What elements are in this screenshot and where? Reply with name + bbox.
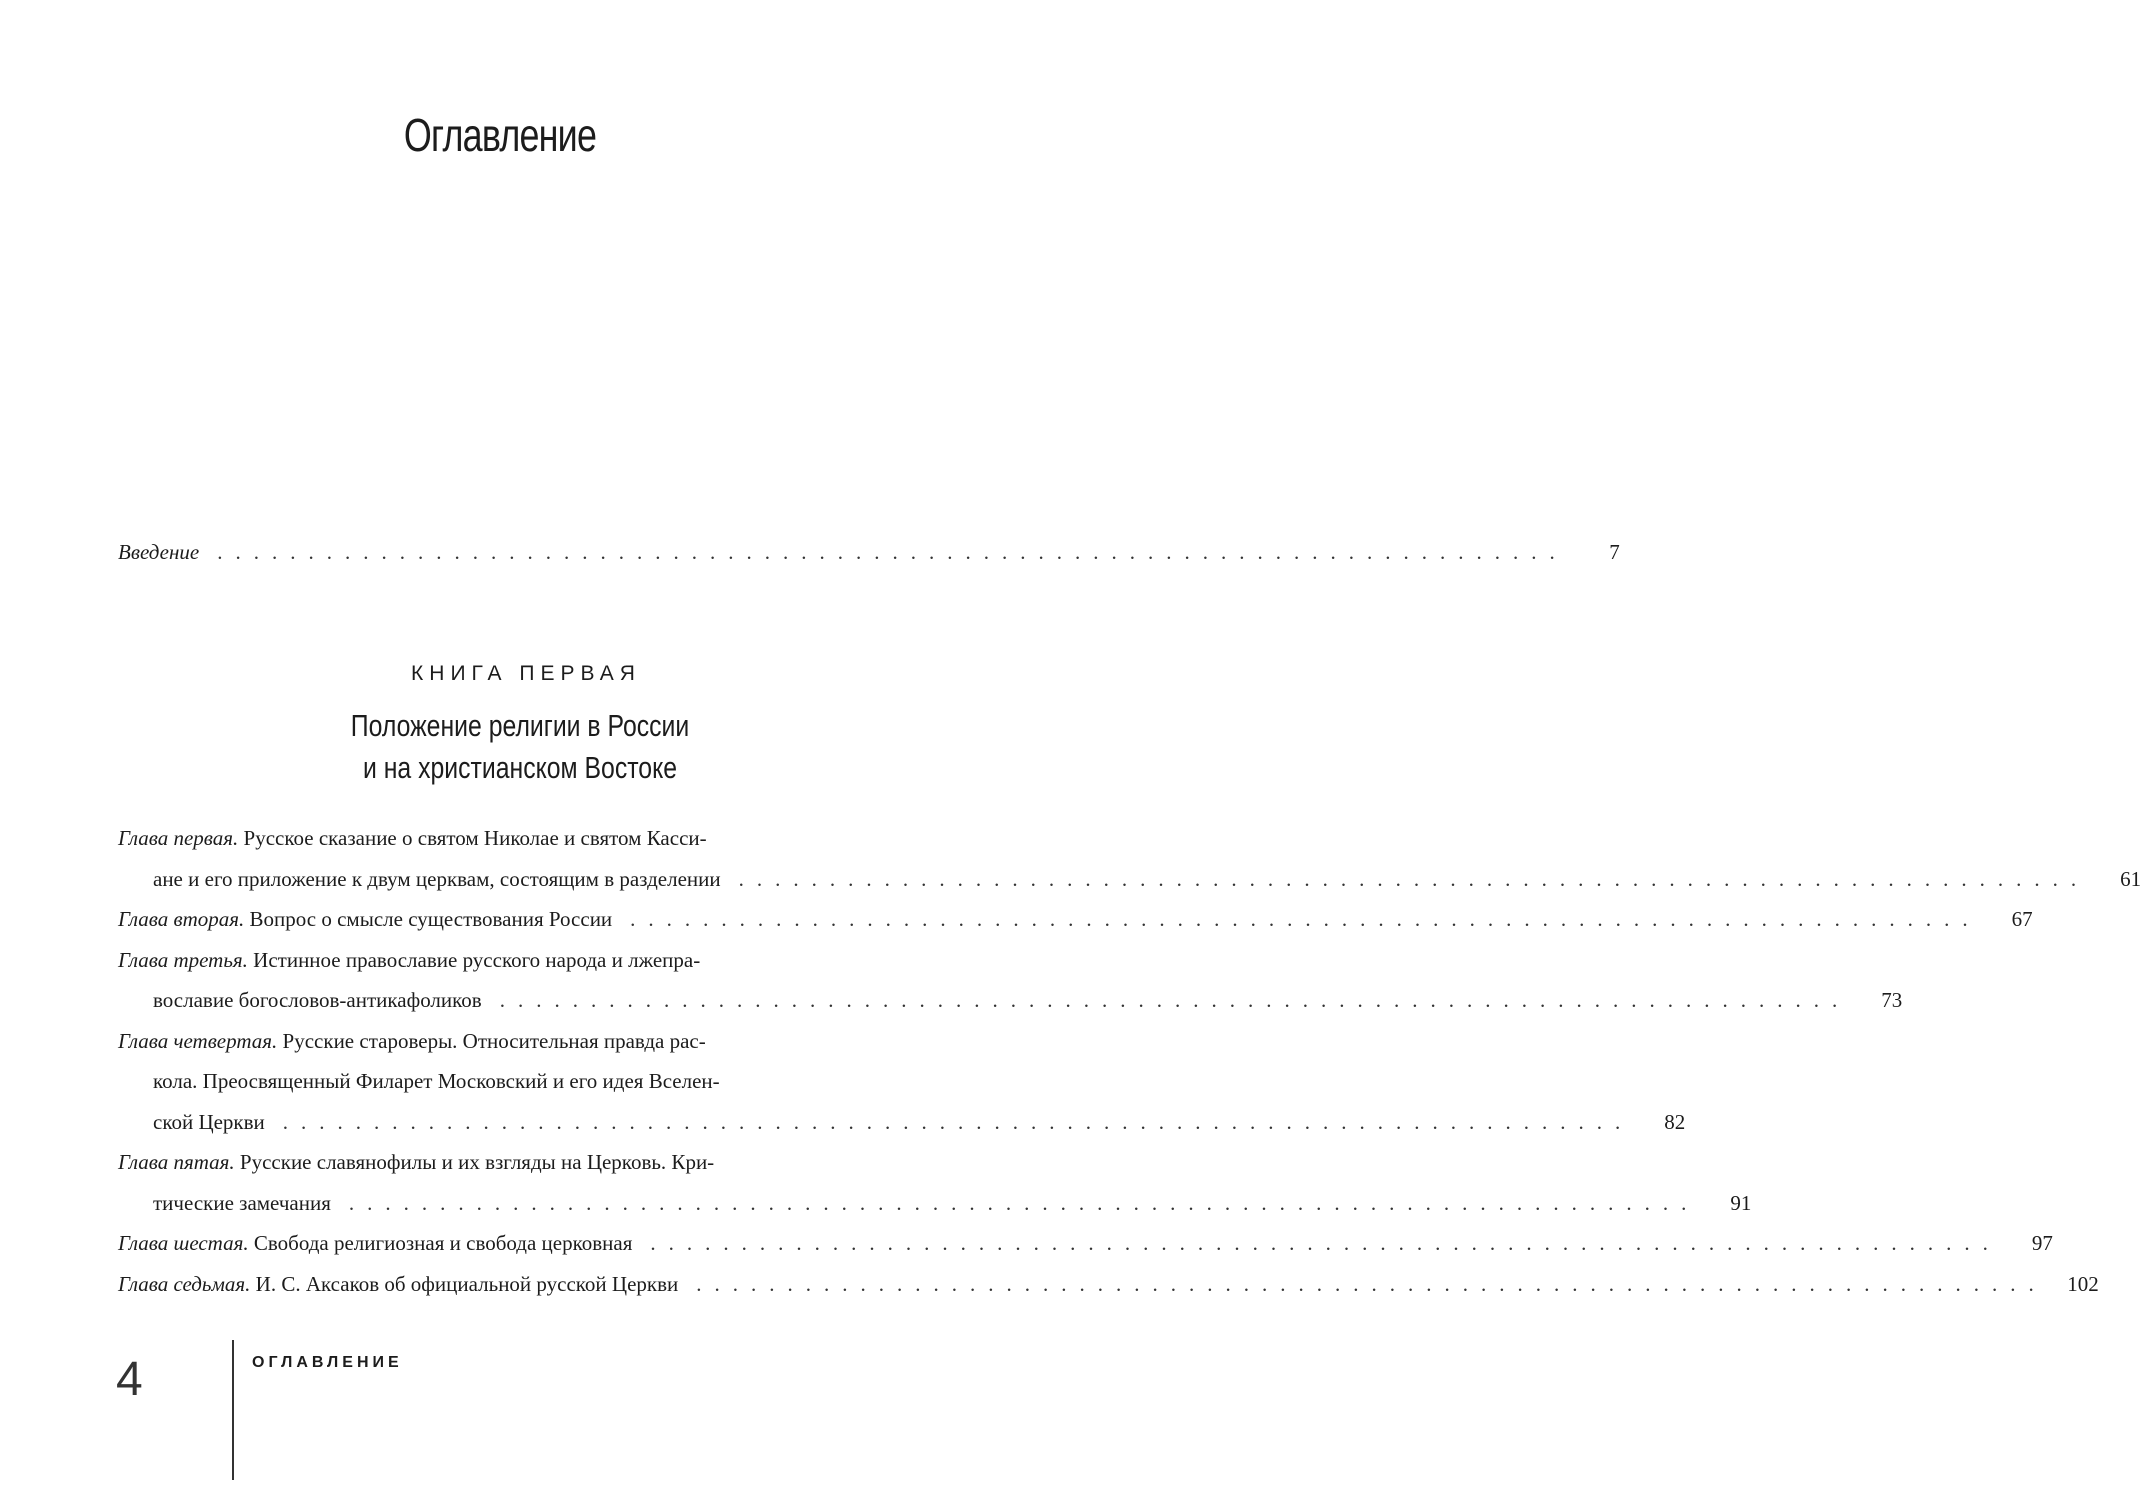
chapter-page-number: 82 xyxy=(1664,1109,1686,1134)
chapter-title-text: Вопрос о смысле существования России xyxy=(244,907,613,931)
dot-leader: .......................................................................... xyxy=(499,988,1851,1012)
toc-entry[interactable] xyxy=(118,818,2141,899)
dot-leader: .......................................................................... xyxy=(282,1109,1634,1134)
book-title-line-2: и на христианском Востоке xyxy=(362,750,678,785)
toc-entry[interactable] xyxy=(118,1223,2053,1264)
toc-entry-text xyxy=(118,940,700,981)
chapter-label: Глава седьмая. xyxy=(118,1271,251,1296)
chapter-page-number: 102 xyxy=(2067,1271,2099,1296)
chapter-title-text: И. С. Аксаков об официальной русской Церкви xyxy=(250,1271,679,1296)
book-label: КНИГА ПЕРВАЯ xyxy=(411,662,641,685)
toc-entry-line xyxy=(118,1223,2053,1264)
table-of-contents xyxy=(118,818,2141,1304)
toc-entry[interactable] xyxy=(118,1264,2099,1305)
chapter-title-text: Истинное православие русского народа и лжепра- xyxy=(247,947,701,972)
chapter-page-number: 97 xyxy=(2031,1231,2053,1255)
toc-entry-text xyxy=(118,818,707,859)
chapter-title-text: Русские славянофилы и их взгляды на Церковь. Кри- xyxy=(234,1150,715,1174)
chapter-title-text: кола. Преосвященный Филарет Московский и его идея Вселен- xyxy=(153,1069,720,1093)
chapter-title-text: тические замечания xyxy=(153,1190,331,1215)
dot-leader: .......................................................................... xyxy=(696,1271,2047,1296)
toc-entry-text xyxy=(153,1061,720,1102)
footer-divider xyxy=(232,1340,234,1480)
toc-entry-intro[interactable] xyxy=(118,540,1620,565)
toc-entry-line xyxy=(118,818,930,859)
running-head: ОГЛАВЛЕНИЕ xyxy=(252,1354,403,1371)
dot-leader: .......................................................................... xyxy=(650,1231,2001,1255)
chapter-title-text: вославие богословов-антикафоликов xyxy=(153,988,482,1012)
book-title-line-1: Положение религии в России xyxy=(350,708,690,743)
toc-entry-line xyxy=(118,1183,1752,1224)
toc-entry-line xyxy=(118,1264,2099,1305)
chapter-label: Глава первая. xyxy=(118,826,239,850)
book-title xyxy=(0,705,1040,789)
toc-entry-line xyxy=(118,899,2033,940)
toc-entry-text xyxy=(118,1223,632,1264)
chapter-label: Глава пятая. xyxy=(118,1150,235,1174)
toc-entry-text xyxy=(118,899,612,940)
toc-entry[interactable] xyxy=(118,940,1903,1021)
toc-entry-text xyxy=(118,1021,706,1062)
chapter-label: Глава третья. xyxy=(118,947,248,972)
chapter-title-text: ской Церкви xyxy=(153,1109,265,1134)
toc-entry[interactable] xyxy=(118,1142,1752,1223)
intro-label: Введение xyxy=(118,540,200,564)
toc-entry-text xyxy=(153,980,482,1021)
chapter-title-text: Русские староверы. Относительная правда рас- xyxy=(277,1028,706,1053)
toc-entry-text xyxy=(153,1102,265,1143)
chapter-page-number: 73 xyxy=(1881,988,1903,1012)
chapter-label: Глава четвертая. xyxy=(118,1028,278,1053)
chapter-page-number: 91 xyxy=(1730,1190,1752,1215)
toc-entry-line xyxy=(118,1102,1686,1143)
intro-page-number: 7 xyxy=(1609,540,1620,564)
dot-leader: .......................................................................... xyxy=(217,540,1568,564)
toc-entry-line xyxy=(118,980,1903,1021)
toc-entry-text xyxy=(153,1183,331,1224)
dot-leader: .......................................................................... xyxy=(738,866,2090,891)
toc-entry-line xyxy=(118,1021,930,1062)
toc-entry-line xyxy=(118,1142,930,1183)
chapter-label: Глава вторая. xyxy=(118,907,245,931)
dot-leader: .......................................................................... xyxy=(348,1190,1700,1215)
toc-entry-line xyxy=(118,1061,930,1102)
chapter-title-text: Русское сказание о святом Николае и святом Касси- xyxy=(238,826,707,850)
toc-entry-line xyxy=(118,859,2141,900)
footer-page-number: 4 xyxy=(116,1353,143,1406)
chapter-page-number: 67 xyxy=(2011,907,2033,931)
chapter-title-text: ане и его приложение к двум церквам, состоящим в разделении xyxy=(153,866,721,891)
chapter-title-text: Свобода религиозная и свобода церковная xyxy=(248,1231,633,1255)
dot-leader: .......................................................................... xyxy=(630,907,1981,931)
toc-entry-text xyxy=(118,1264,678,1305)
toc-entry-text xyxy=(118,1142,714,1183)
chapter-page-number: 61 xyxy=(2120,866,2141,891)
chapter-label: Глава шестая. xyxy=(118,1231,249,1255)
page-title: Оглавление xyxy=(403,109,597,161)
toc-entry-text xyxy=(153,859,721,900)
toc-entry-line xyxy=(118,940,930,981)
toc-entry[interactable] xyxy=(118,899,2033,940)
toc-entry[interactable] xyxy=(118,1021,1686,1143)
